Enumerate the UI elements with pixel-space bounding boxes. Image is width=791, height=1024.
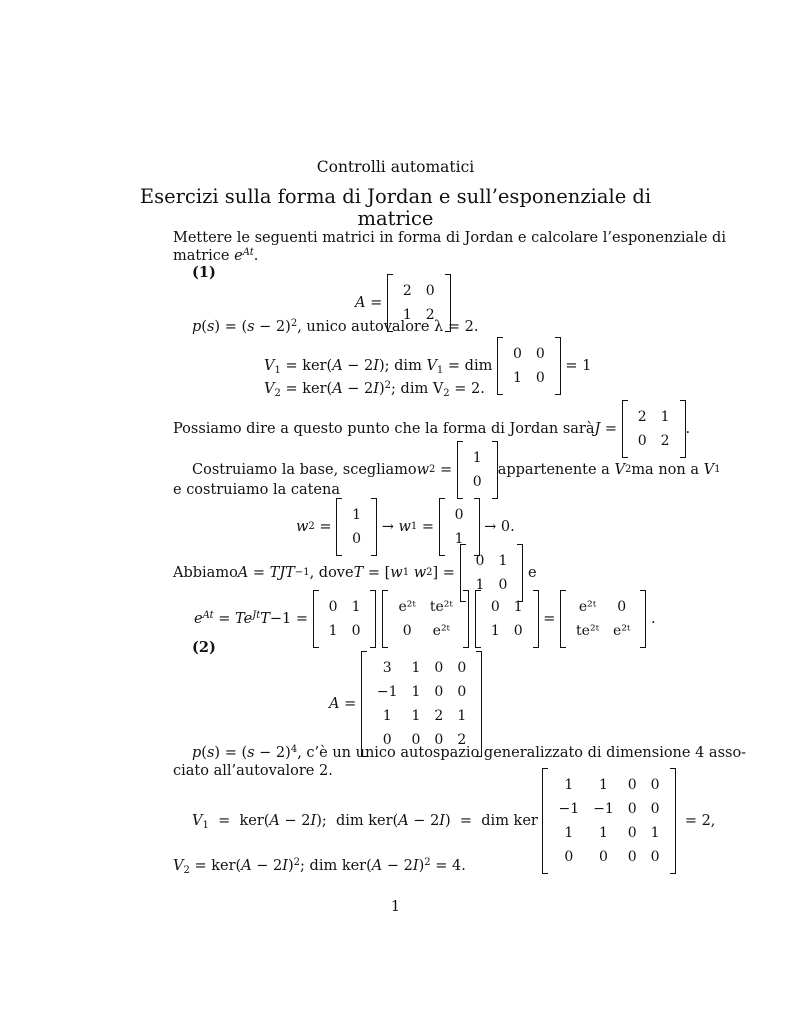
ex2-matrix-A: A = 3 1 0 0 −1 1 0 0 1 1 2 1 0 0 0 2 [329, 651, 482, 757]
matrix-cell: 0 [598, 849, 608, 865]
matrix-cell: 0 [650, 801, 660, 817]
matrix [382, 590, 468, 648]
matrix-cell: −1 [558, 801, 580, 817]
page-number: 1 [390, 899, 401, 915]
matrix-cell: 1 [660, 409, 670, 425]
matrix-cell: 2 [457, 732, 467, 748]
ex2-v2-line: $V_2 = ker(A - 2I)^2$; dim $ker(A - 2I)^2 = 4$. [173, 857, 466, 876]
matrix-cell: 0 [475, 553, 485, 569]
matrix-cell: 0 [498, 577, 508, 593]
ex1-chain: w 2 = 1 0 → w 1 = 0 1 → 0. [296, 498, 515, 556]
matrix-cell: 1 [598, 825, 608, 841]
matrix-cell: 1 [472, 450, 482, 466]
matrix [457, 441, 498, 499]
matrix-cell: 1 [411, 708, 421, 724]
matrix-cell: 0 [513, 623, 523, 639]
exercise-2-label: (2) [192, 639, 216, 656]
ex1-v2-line: $V_2 = ker(A - 2I)^2$; dim $V_2 = 2$. [264, 380, 485, 399]
matrix-cell: 2 [425, 307, 435, 323]
matrix-cell: 0 [627, 849, 637, 865]
matrix-cell: 0 [490, 599, 500, 615]
matrix-cell: 1 [457, 708, 467, 724]
matrix-cell: 1 [475, 577, 485, 593]
matrix-cell: 1 [512, 370, 522, 386]
matrix-cell: 1 [490, 623, 500, 639]
matrix-cell: 0 [434, 660, 444, 676]
matrix [313, 590, 377, 648]
ex2-v1-line: $V_1 = ker(A - 2I)$; dim ker(A − 2I) = dim ker 1 1 0 0 −1 −1 0 0 1 1 0 1 0 0 0 0 = 2, [192, 768, 715, 874]
matrix-cell: 0 [650, 777, 660, 793]
matrix-cell: 0 [627, 801, 637, 817]
matrix-cell: 2 [660, 433, 670, 449]
matrix-cell: 0 [457, 660, 467, 676]
matrix-cell: 0 [650, 849, 660, 865]
matrix-cell: 0 [434, 684, 444, 700]
matrix-cell: 0 [351, 623, 361, 639]
matrix-cell: e²ᵗ [432, 623, 451, 639]
matrix-cell: 0 [382, 732, 392, 748]
matrix-cell: −1 [376, 684, 398, 700]
ex1-T-line: Abbiamo A = TJT −1 , dove T = [ w 1 w 2 ] = 0 1 1 0 e [173, 544, 537, 602]
matrix-cell: 0 [535, 346, 545, 362]
matrix-cell: 3 [382, 660, 392, 676]
matrix-cell: 0 [328, 599, 338, 615]
ex1-v1-line: $V_1 = ker(A - 2I)$; dim $V_1$ = dim 0 0 1 0 = 1 [264, 337, 591, 395]
matrix-cell: 0 [637, 433, 647, 449]
matrix [497, 337, 561, 395]
matrix-cell: 2 [434, 708, 444, 724]
ex1-charpoly: $p(s) = (s - 2)^2$, unico autovalore λ = 2. [192, 318, 479, 335]
matrix-cell: 2 [402, 283, 412, 299]
course-header: Controlli automatici [316, 158, 475, 176]
matrix-cell: e²ᵗ [578, 599, 597, 615]
matrix-cell: 0 [564, 849, 574, 865]
matrix-cell: 1 [564, 825, 574, 841]
matrix-cell: 1 [650, 825, 660, 841]
matrix-cell: 1 [513, 599, 523, 615]
matrix [560, 590, 646, 648]
ex1-jordan-line: Possiamo dire a questo punto che la forma di Jordan sarà J = 2 1 0 2 . [173, 400, 690, 458]
matrix-cell: 1 [564, 777, 574, 793]
matrix-cell: 0 [512, 346, 522, 362]
matrix-cell: 0 [411, 732, 421, 748]
ex1-exponential: $e^{At}$ = $Te^{Jt}T$ −1 = 0 1 1 0 e²ᵗ te²ᵗ 0 e²ᵗ 0 1 1 0 = e²ᵗ 0 te²ᵗ e²ᵗ . [194, 590, 656, 648]
matrix-cell: 1 [454, 531, 464, 547]
matrix-cell: 1 [351, 599, 361, 615]
matrix-cell: 1 [598, 777, 608, 793]
matrix-cell: −1 [593, 801, 614, 817]
matrix-cell: 0 [617, 599, 627, 615]
intro-paragraph: Mettere le seguenti matrici in forma di Jordan e calcolare l’esponenziale di matrice $e^{At}$. [173, 230, 726, 264]
matrix-cell: 0 [627, 825, 637, 841]
ex1-basis-line: Costruiamo la base, scegliamo w 2 = 1 0 appartenente a V 2 ma non a V 1 [192, 441, 720, 499]
matrix-cell: 0 [402, 623, 412, 639]
matrix [475, 590, 539, 648]
matrix-cell: 0 [434, 732, 444, 748]
matrix [361, 651, 482, 757]
matrix-cell: e²ᵗ [398, 599, 416, 615]
matrix-cell: 1 [382, 708, 392, 724]
matrix-cell: 2 [637, 409, 647, 425]
ex2-charpoly-line2: ciato all’autovalore 2. [173, 763, 333, 779]
matrix-cell: 1 [328, 623, 338, 639]
matrix-cell: 0 [472, 474, 482, 490]
matrix-cell: 1 [411, 660, 421, 676]
page-title: Esercizi sulla forma di Jordan e sull’esponenziale di matrice [139, 185, 652, 230]
matrix-cell: 0 [627, 777, 637, 793]
matrix-cell: 0 [535, 370, 545, 386]
matrix-cell: 1 [402, 307, 412, 323]
matrix-cell: 0 [454, 507, 464, 523]
ex2-charpoly: $p(s) = (s - 2)^4$, c’è un unico autospazio generalizzato di dimensione 4 asso- [192, 744, 747, 761]
matrix-cell: 0 [457, 684, 467, 700]
matrix-cell: e²ᵗ [613, 623, 631, 639]
matrix-cell: 0 [352, 531, 362, 547]
matrix-cell: 1 [352, 507, 362, 523]
matrix [542, 768, 675, 874]
exercise-1-label: (1) [192, 264, 216, 281]
matrix-cell: 1 [411, 684, 421, 700]
ex1-chain-text: e costruiamo la catena [173, 482, 340, 498]
matrix-cell: te²ᵗ [429, 599, 453, 615]
matrix-cell: te²ᵗ [576, 623, 600, 639]
matrix-cell: 0 [425, 283, 435, 299]
matrix-cell: 1 [498, 553, 508, 569]
ex1-matrix-A: A = 2 0 1 2 [355, 274, 451, 332]
